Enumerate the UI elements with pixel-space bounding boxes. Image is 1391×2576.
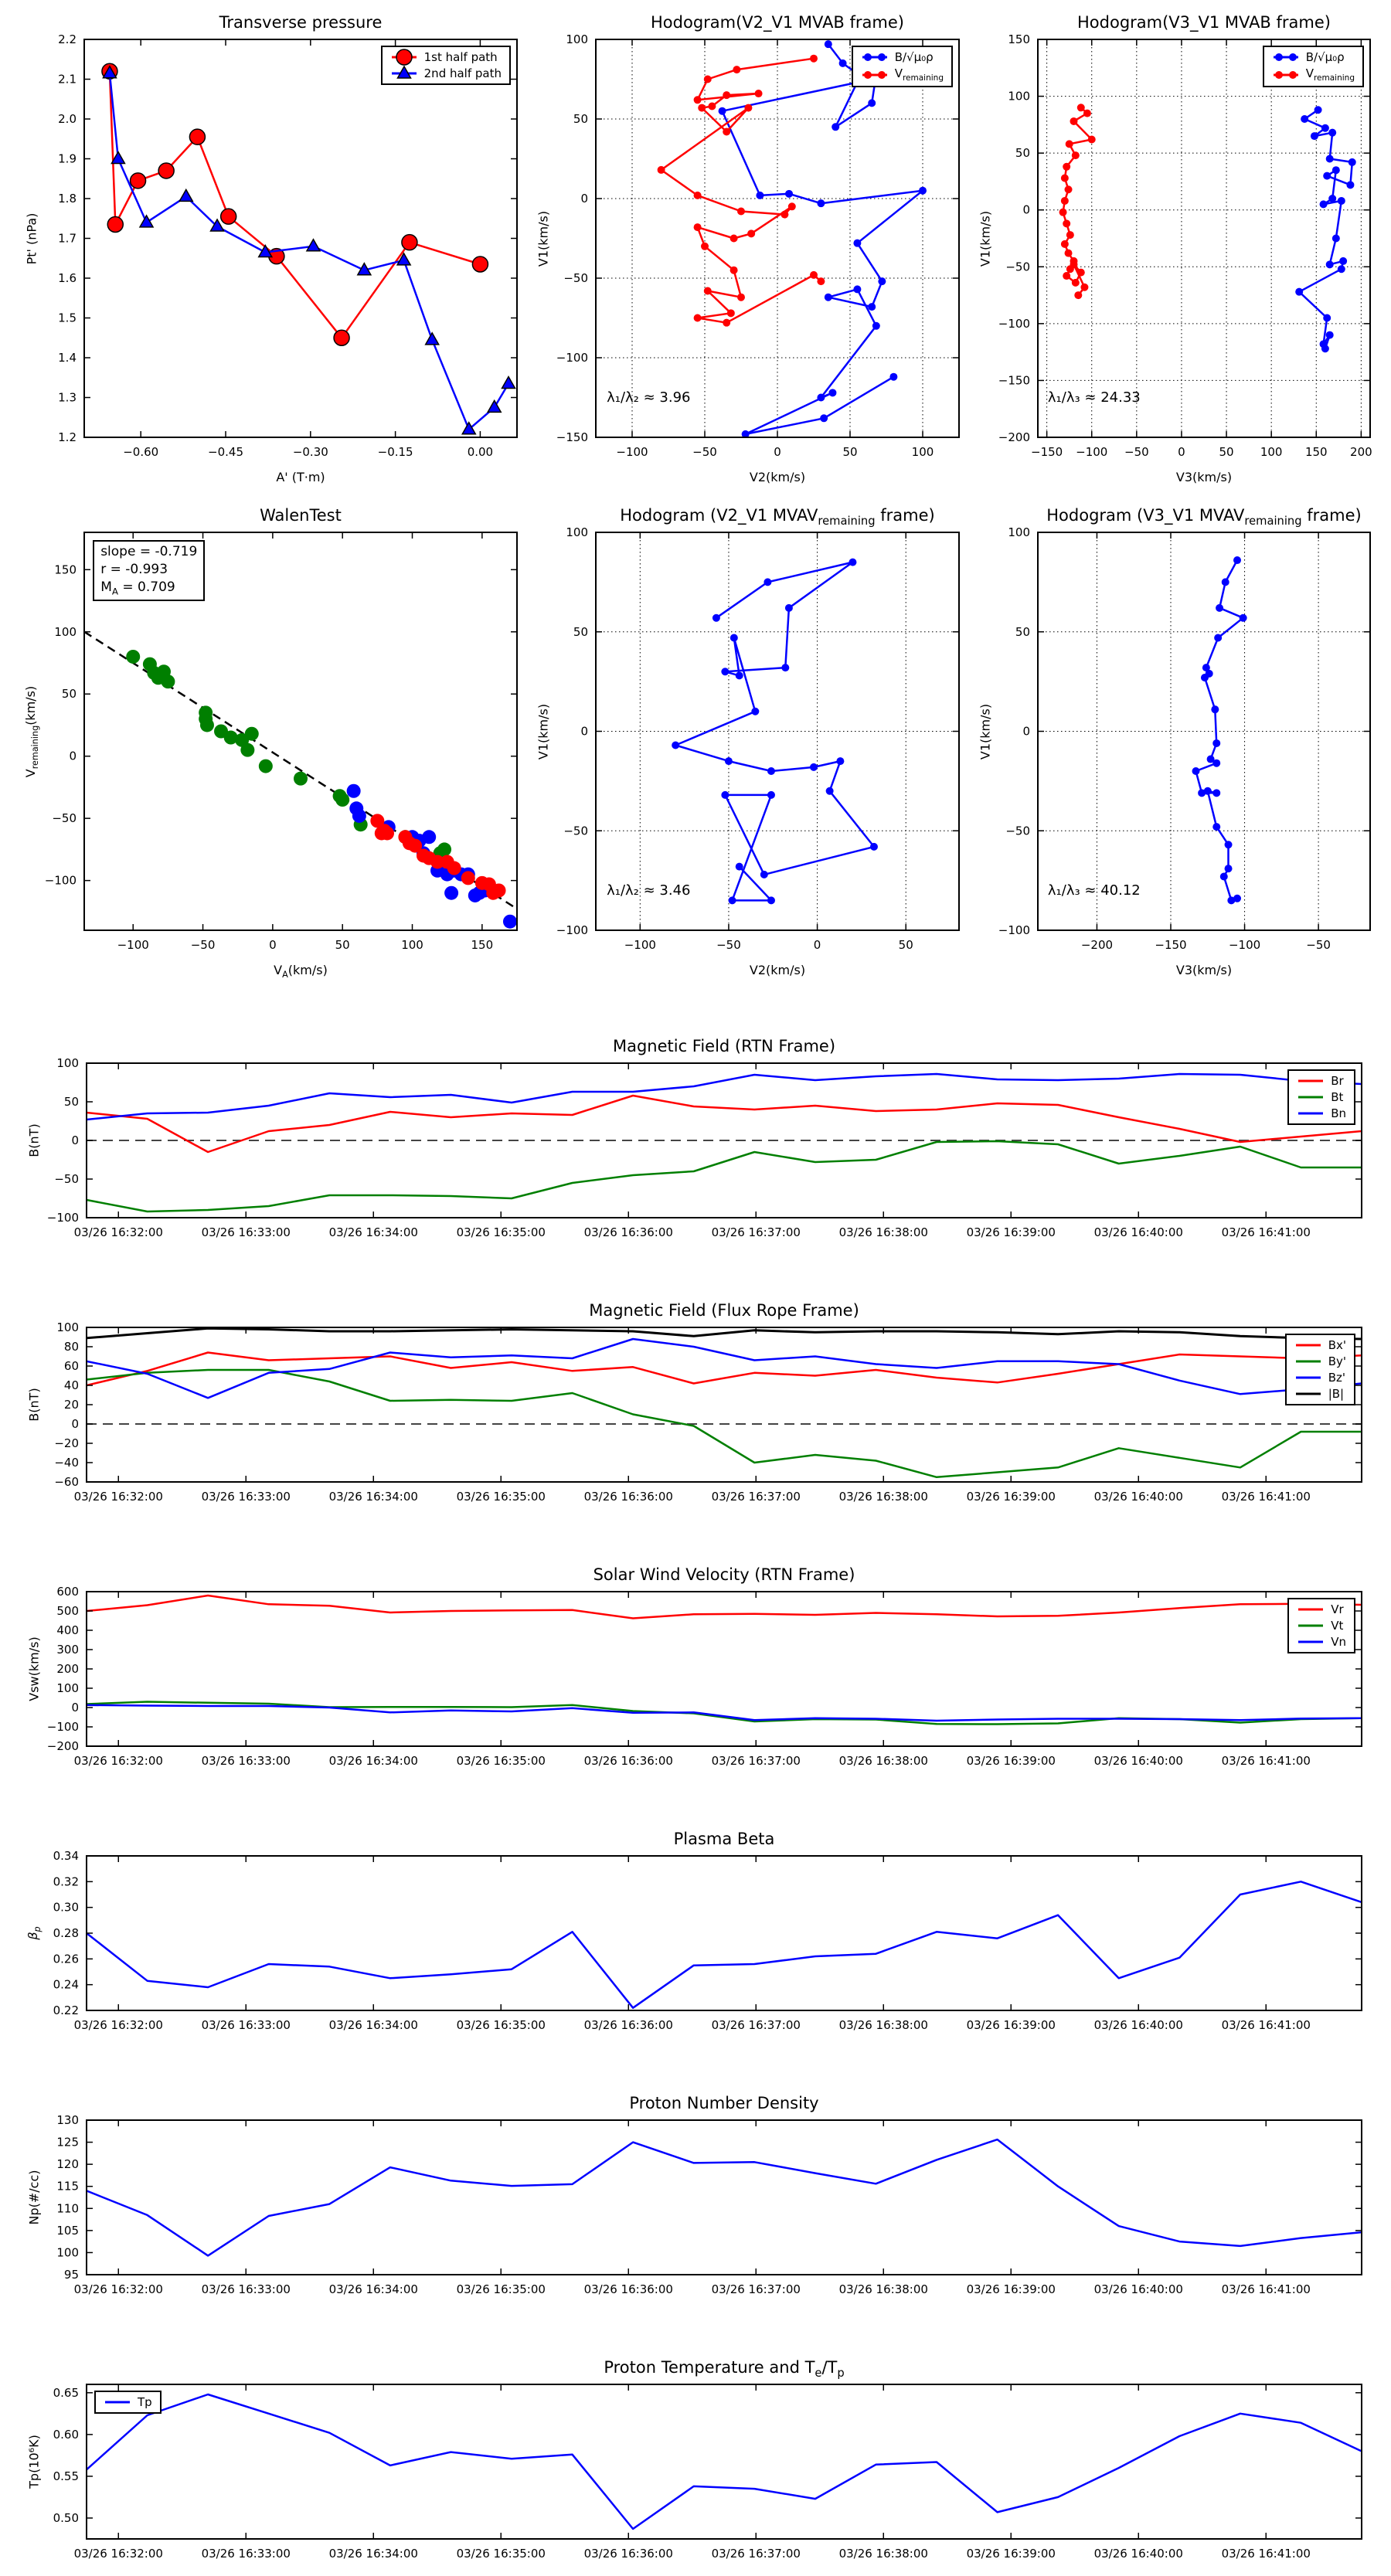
svg-text:−60: −60 [54,1475,79,1489]
svg-text:0.28: 0.28 [53,1926,79,1940]
svg-text:03/26 16:34:00: 03/26 16:34:00 [328,1490,418,1504]
chart-title: Hodogram(V2_V1 MVAB frame) [651,13,904,32]
x-axis-label: V3(km/s) [1175,963,1233,977]
chart-plot-area-solar-wind-velocity [0,1559,1385,1783]
svg-text:03/26 16:39:00: 03/26 16:39:00 [966,2018,1056,2032]
legend-sample-1st half path [390,51,418,63]
svg-text:03/26 16:40:00: 03/26 16:40:00 [1093,2018,1183,2032]
legend-sample-By' [1294,1355,1322,1368]
chart-magnetic-field-rtn [0,1031,1385,1255]
chart-hodogram-v3v1-mvab [968,5,1382,498]
legend-label: Bz' [1328,1371,1345,1385]
svg-text:03/26 16:36:00: 03/26 16:36:00 [583,1490,673,1504]
svg-text:0.22: 0.22 [53,2003,79,2017]
legend-sample-B/√μ₀ρ [1272,51,1300,63]
legend-entry [1272,50,1355,64]
chart-title: Magnetic Field (RTN Frame) [612,1037,836,1055]
svg-text:0.50: 0.50 [53,2510,79,2525]
svg-text:−100: −100 [624,938,656,952]
chart-annotation: λ₁/λ₃ ≈ 24.33 [1047,389,1141,406]
svg-text:−50: −50 [54,1172,79,1186]
svg-text:1.3: 1.3 [58,390,77,405]
svg-text:03/26 16:40:00: 03/26 16:40:00 [1093,1490,1183,1504]
svg-text:03/26 16:32:00: 03/26 16:32:00 [73,1490,163,1504]
legend-label: Vr [1331,1602,1344,1616]
chart-title: Magnetic Field (Flux Rope Frame) [589,1301,859,1320]
legend-entry [1297,1619,1346,1633]
svg-text:80: 80 [63,1340,79,1354]
svg-text:0.34: 0.34 [53,1849,79,1863]
chart-title: WalenTest [260,506,342,525]
svg-text:03/26 16:36:00: 03/26 16:36:00 [583,1225,673,1239]
svg-text:−100: −100 [46,1211,79,1225]
svg-text:100: 100 [56,1681,79,1695]
svg-text:1.8: 1.8 [58,192,77,206]
svg-text:03/26 16:38:00: 03/26 16:38:00 [838,1225,928,1239]
svg-text:0.00: 0.00 [467,445,494,459]
svg-text:0: 0 [813,938,821,952]
svg-text:03/26 16:32:00: 03/26 16:32:00 [73,2018,163,2032]
chart-plot-area-plasma-beta [0,1823,1385,2048]
svg-text:03/26 16:40:00: 03/26 16:40:00 [1093,2282,1183,2296]
svg-text:50: 50 [898,938,913,952]
y-axis-label: B(nT) [26,1388,42,1422]
svg-text:03/26 16:32:00: 03/26 16:32:00 [73,1754,163,1768]
legend-sample-Bx' [1294,1339,1322,1351]
svg-text:−150: −150 [1031,445,1063,459]
row-second [3,498,1391,991]
svg-text:−100: −100 [998,923,1030,937]
svg-text:03/26 16:41:00: 03/26 16:41:00 [1221,2282,1311,2296]
svg-text:−50: −50 [190,938,216,952]
svg-text:100: 100 [1008,89,1030,104]
svg-text:03/26 16:40:00: 03/26 16:40:00 [1093,1225,1183,1239]
chart-annotation: λ₁/λ₂ ≈ 3.46 [607,882,691,899]
legend-sample-Vt [1297,1619,1325,1632]
svg-text:03/26 16:35:00: 03/26 16:35:00 [456,1225,546,1239]
y-axis-label: $\beta_p$ [25,1926,43,1940]
svg-text:−40: −40 [54,1456,79,1470]
x-axis-label: V3(km/s) [1175,470,1233,484]
svg-text:100: 100 [1008,525,1030,539]
legend-label: Bt [1331,1090,1344,1104]
svg-text:03/26 16:39:00: 03/26 16:39:00 [966,2547,1056,2561]
legend-label: Bx' [1328,1338,1346,1352]
chart-legend [1287,1598,1355,1653]
svg-text:500: 500 [56,1604,79,1618]
svg-text:100: 100 [401,938,423,952]
svg-text:−200: −200 [46,1739,79,1753]
svg-text:2.2: 2.2 [58,32,77,46]
legend-sample-Tp [104,2396,131,2408]
chart-title: Plasma Beta [673,1830,775,1848]
svg-text:03/26 16:32:00: 03/26 16:32:00 [73,2547,163,2561]
svg-text:−100: −100 [556,351,588,365]
svg-text:100: 100 [56,1056,79,1070]
legend-entry [390,50,502,64]
chart-plot-area-mag-field-fluxrope [0,1295,1385,1519]
svg-text:03/26 16:34:00: 03/26 16:34:00 [328,2018,418,2032]
svg-text:03/26 16:39:00: 03/26 16:39:00 [966,1754,1056,1768]
chart-plot-area-walen-test [3,498,526,991]
svg-text:03/26 16:37:00: 03/26 16:37:00 [711,1490,801,1504]
y-axis-label: $V_{remaining}(km/s)$ [22,685,41,777]
svg-text:−50: −50 [1005,260,1030,274]
svg-text:150: 150 [1008,32,1030,46]
legend-label: Vt [1331,1619,1344,1633]
svg-text:0: 0 [580,192,588,206]
svg-text:50: 50 [1015,624,1030,639]
svg-text:100: 100 [566,525,588,539]
chart-title: Hodogram (V3_V1 $MVAV_{remaining}$ frame) [1046,506,1362,528]
svg-text:150: 150 [54,562,77,577]
svg-text:1.4: 1.4 [58,351,77,365]
svg-text:03/26 16:34:00: 03/26 16:34:00 [328,1225,418,1239]
legend-entry [1297,1106,1346,1120]
chart-title: Solar Wind Velocity (RTN Frame) [593,1565,855,1584]
svg-text:03/26 16:37:00: 03/26 16:37:00 [711,1225,801,1239]
chart-title: Proton Temperature and $T_e/T_p$ [604,2358,845,2381]
legend-label: $V_{remaining}$ [1305,66,1355,83]
svg-text:03/26 16:40:00: 03/26 16:40:00 [1093,1754,1183,1768]
legend-sample-2nd half path [390,67,418,80]
svg-text:03/26 16:35:00: 03/26 16:35:00 [456,2018,546,2032]
svg-text:−50: −50 [563,271,588,285]
svg-text:03/26 16:33:00: 03/26 16:33:00 [201,2282,291,2296]
legend-entry [1297,1635,1346,1649]
chart-proton-temperature [0,2352,1385,2576]
chart-plot-area-proton-number-density [0,2088,1385,2312]
svg-text:50: 50 [61,687,77,702]
legend-label: $V_{remaining}$ [894,66,944,83]
svg-text:200: 200 [56,1662,79,1676]
legend-sample-Bn [1297,1107,1325,1120]
legend-label: 1st half path [423,50,498,64]
legend-sample-V_{remaining} [861,69,889,81]
svg-text:1.9: 1.9 [58,151,77,166]
svg-text:0: 0 [774,445,781,459]
svg-text:−50: −50 [692,445,717,459]
legend-entry [861,50,944,64]
svg-text:03/26 16:35:00: 03/26 16:35:00 [456,2282,546,2296]
svg-text:100: 100 [56,2245,79,2260]
svg-text:03/26 16:37:00: 03/26 16:37:00 [711,2547,801,2561]
svg-text:03/26 16:36:00: 03/26 16:36:00 [583,1754,673,1768]
svg-text:−0.15: −0.15 [377,445,413,459]
svg-text:−100: −100 [556,923,588,937]
legend-entry [1294,1371,1346,1385]
svg-text:0: 0 [1022,724,1030,739]
svg-text:150: 150 [1304,445,1328,459]
svg-text:03/26 16:39:00: 03/26 16:39:00 [966,1490,1056,1504]
svg-text:0.26: 0.26 [53,1952,79,1966]
chart-annotation: λ₁/λ₂ ≈ 3.96 [607,389,691,406]
svg-text:200: 200 [1350,445,1372,459]
chart-proton-number-density [0,2088,1385,2312]
chart-legend [1287,1069,1355,1125]
svg-text:−50: −50 [1124,445,1149,459]
legend-label: Bn [1331,1106,1346,1120]
legend-entry [1297,1090,1346,1104]
svg-text:03/26 16:36:00: 03/26 16:36:00 [583,2018,673,2032]
y-axis-label: B(nT) [26,1123,42,1157]
legend-sample-Vn [1297,1636,1325,1648]
svg-text:125: 125 [56,2135,79,2149]
svg-text:03/26 16:33:00: 03/26 16:33:00 [201,1225,291,1239]
svg-text:03/26 16:34:00: 03/26 16:34:00 [328,2282,418,2296]
svg-text:50: 50 [63,1095,79,1109]
svg-text:−200: −200 [998,430,1030,444]
svg-text:150: 150 [471,938,494,952]
chart-hodogram-v2v1-mvav [526,498,968,991]
svg-text:0.65: 0.65 [53,2385,79,2400]
svg-text:0.32: 0.32 [53,1874,79,1889]
svg-text:03/26 16:41:00: 03/26 16:41:00 [1221,1754,1311,1768]
legend-entry [1297,1602,1346,1616]
chart-annotation: λ₁/λ₃ ≈ 40.12 [1047,882,1141,899]
svg-text:03/26 16:38:00: 03/26 16:38:00 [838,1754,928,1768]
chart-title: Hodogram (V2_V1 $MVAV_{remaining}$ frame) [620,506,935,528]
svg-text:−100: −100 [998,316,1030,331]
svg-text:105: 105 [56,2223,79,2238]
svg-text:03/26 16:38:00: 03/26 16:38:00 [838,1490,928,1504]
legend-label: Br [1331,1074,1344,1088]
figure-canvas [0,5,1391,2561]
svg-text:0.55: 0.55 [53,2469,79,2483]
svg-text:−100: −100 [1228,938,1261,952]
svg-text:50: 50 [1015,146,1030,161]
chart-title: Proton Number Density [629,2094,819,2112]
svg-text:03/26 16:35:00: 03/26 16:35:00 [456,1490,546,1504]
svg-text:100: 100 [911,445,934,459]
svg-text:−150: −150 [1155,938,1187,952]
chart-legend [1263,46,1364,87]
svg-text:−150: −150 [556,430,588,444]
svg-text:0: 0 [1022,202,1030,217]
svg-text:03/26 16:39:00: 03/26 16:39:00 [966,2282,1056,2296]
svg-text:−50: −50 [1306,938,1331,952]
svg-text:03/26 16:36:00: 03/26 16:36:00 [583,2282,673,2296]
y-axis-label: V1(km/s) [536,703,551,760]
svg-text:1.2: 1.2 [58,430,77,444]
y-axis-label: Pt' (nPa) [24,212,39,264]
legend-label: Tp [138,2395,152,2409]
chart-transverse-pressure [3,5,526,498]
svg-text:−50: −50 [716,938,741,952]
svg-text:0: 0 [269,938,277,952]
svg-text:−0.30: −0.30 [292,445,328,459]
svg-text:−50: −50 [52,811,77,826]
legend-sample-Br [1297,1075,1325,1087]
svg-text:40: 40 [63,1378,79,1392]
y-axis-label: V1(km/s) [536,210,551,267]
legend-sample-Bt [1297,1091,1325,1103]
svg-text:50: 50 [335,938,350,952]
legend-label: By' [1328,1354,1346,1368]
svg-text:0: 0 [71,1417,79,1431]
svg-text:03/26 16:33:00: 03/26 16:33:00 [201,2547,291,2561]
legend-label: 2nd half path [423,66,502,80]
svg-text:−0.60: −0.60 [123,445,159,459]
svg-text:03/26 16:41:00: 03/26 16:41:00 [1221,2547,1311,2561]
svg-text:03/26 16:33:00: 03/26 16:33:00 [201,1490,291,1504]
chart-legend [94,2391,162,2414]
svg-text:03/26 16:41:00: 03/26 16:41:00 [1221,1225,1311,1239]
chart-plot-area-proton-temperature [0,2352,1385,2576]
svg-text:−100: −100 [616,445,648,459]
svg-text:2.1: 2.1 [58,72,77,87]
svg-text:0.24: 0.24 [53,1977,79,1992]
chart-walen-test [3,498,526,991]
svg-text:0: 0 [69,749,77,763]
legend-sample-Vr [1297,1603,1325,1616]
svg-text:1.7: 1.7 [58,231,77,246]
legend-entry [1294,1338,1346,1352]
x-axis-label: $V_A(km/s)$ [274,963,328,980]
y-axis-label: Vsw(km/s) [26,1636,42,1701]
legend-entry [861,66,944,83]
legend-entry [1272,66,1355,83]
chart-solar-wind-velocity [0,1559,1385,1783]
legend-sample-Bz' [1294,1371,1322,1384]
y-axis-label: Np(#/cc) [26,2170,42,2225]
chart-title: Hodogram(V3_V1 MVAB frame) [1077,13,1331,32]
x-axis-label: A' (T·m) [276,470,325,484]
svg-text:115: 115 [56,2179,79,2194]
svg-text:0.30: 0.30 [53,1900,79,1915]
chart-legend [852,46,953,87]
svg-text:03/26 16:38:00: 03/26 16:38:00 [838,2547,928,2561]
svg-text:0.60: 0.60 [53,2427,79,2442]
svg-text:−20: −20 [54,1436,79,1450]
svg-text:50: 50 [573,112,588,126]
svg-text:0: 0 [1178,445,1185,459]
chart-plot-area-hodogram-v2v1-mvav [526,498,968,991]
svg-text:300: 300 [56,1643,79,1657]
legend-entry [1294,1354,1346,1368]
svg-text:400: 400 [56,1623,79,1637]
chart-annotation: slope = -0.719 r = -0.993 $M_A = 0.709$ [93,540,205,600]
svg-text:50: 50 [1219,445,1234,459]
svg-text:1.6: 1.6 [58,271,77,285]
svg-text:−100: −100 [46,1720,79,1734]
legend-entry [104,2395,152,2409]
svg-text:20: 20 [63,1398,79,1412]
svg-text:120: 120 [56,2157,79,2172]
legend-entry [1294,1387,1346,1401]
legend-sample-|B| [1294,1388,1322,1400]
svg-text:03/26 16:39:00: 03/26 16:39:00 [966,1225,1056,1239]
svg-text:03/26 16:35:00: 03/26 16:35:00 [456,2547,546,2561]
svg-text:03/26 16:34:00: 03/26 16:34:00 [328,1754,418,1768]
legend-label: B/√μ₀ρ [1305,50,1345,64]
svg-text:60: 60 [63,1359,79,1373]
svg-text:110: 110 [56,2201,79,2216]
chart-title: Transverse pressure [219,13,383,32]
svg-text:95: 95 [63,2268,79,2282]
svg-text:−200: −200 [1080,938,1114,952]
svg-text:03/26 16:41:00: 03/26 16:41:00 [1221,2018,1311,2032]
svg-text:−50: −50 [1005,824,1030,838]
svg-text:130: 130 [56,2113,79,2127]
chart-magnetic-field-fluxrope [0,1295,1385,1519]
svg-text:50: 50 [842,445,858,459]
svg-text:03/26 16:37:00: 03/26 16:37:00 [711,1754,801,1768]
svg-text:03/26 16:37:00: 03/26 16:37:00 [711,2282,801,2296]
svg-text:03/26 16:40:00: 03/26 16:40:00 [1093,2547,1183,2561]
x-axis-label: V2(km/s) [749,963,806,977]
svg-text:03/26 16:38:00: 03/26 16:38:00 [838,2282,928,2296]
svg-text:−150: −150 [998,373,1030,388]
svg-text:50: 50 [573,624,588,639]
svg-text:600: 600 [56,1585,79,1599]
svg-text:100: 100 [566,32,588,46]
svg-text:−50: −50 [563,824,588,838]
svg-text:03/26 16:32:00: 03/26 16:32:00 [73,2282,163,2296]
svg-text:0: 0 [580,724,588,739]
row-top [3,5,1391,498]
svg-text:−100: −100 [117,938,149,952]
svg-text:100: 100 [54,624,77,639]
x-axis-label: V2(km/s) [749,470,806,484]
svg-text:03/26 16:41:00: 03/26 16:41:00 [1221,1490,1311,1504]
svg-text:−100: −100 [1076,445,1108,459]
legend-sample-V_{remaining} [1272,69,1300,81]
svg-text:03/26 16:33:00: 03/26 16:33:00 [201,1754,291,1768]
chart-hodogram-v2v1-mvab [526,5,968,498]
svg-text:2.0: 2.0 [58,112,77,126]
svg-text:0: 0 [71,1701,79,1715]
chart-plot-area-mag-field-rtn [0,1031,1385,1255]
svg-text:03/26 16:33:00: 03/26 16:33:00 [201,2018,291,2032]
y-axis-label: V1(km/s) [978,703,993,760]
chart-hodogram-v3v1-mvav [968,498,1382,991]
svg-text:03/26 16:36:00: 03/26 16:36:00 [583,2547,673,2561]
svg-text:03/26 16:37:00: 03/26 16:37:00 [711,2018,801,2032]
svg-text:03/26 16:35:00: 03/26 16:35:00 [456,1754,546,1768]
y-axis-label: V1(km/s) [978,210,993,267]
chart-plot-area-hodogram-v3v1-mvav [968,498,1382,991]
legend-label: |B| [1328,1387,1345,1401]
svg-text:03/26 16:38:00: 03/26 16:38:00 [838,2018,928,2032]
svg-text:100: 100 [56,1320,79,1334]
legend-label: B/√μ₀ρ [894,50,934,64]
svg-text:03/26 16:34:00: 03/26 16:34:00 [328,2547,418,2561]
y-axis-label: Tp(10⁶K) [26,2435,42,2489]
svg-text:1.5: 1.5 [58,311,77,325]
chart-legend [1285,1334,1355,1405]
chart-plasma-beta [0,1823,1385,2048]
legend-label: Vn [1331,1635,1346,1649]
chart-legend [381,46,511,85]
svg-text:03/26 16:32:00: 03/26 16:32:00 [73,1225,163,1239]
svg-text:0: 0 [71,1133,79,1147]
legend-sample-B/√μ₀ρ [861,51,889,63]
svg-text:100: 100 [1260,445,1283,459]
legend-entry [390,66,502,80]
svg-text:−100: −100 [44,873,77,888]
legend-entry [1297,1074,1346,1088]
svg-text:−0.45: −0.45 [208,445,243,459]
